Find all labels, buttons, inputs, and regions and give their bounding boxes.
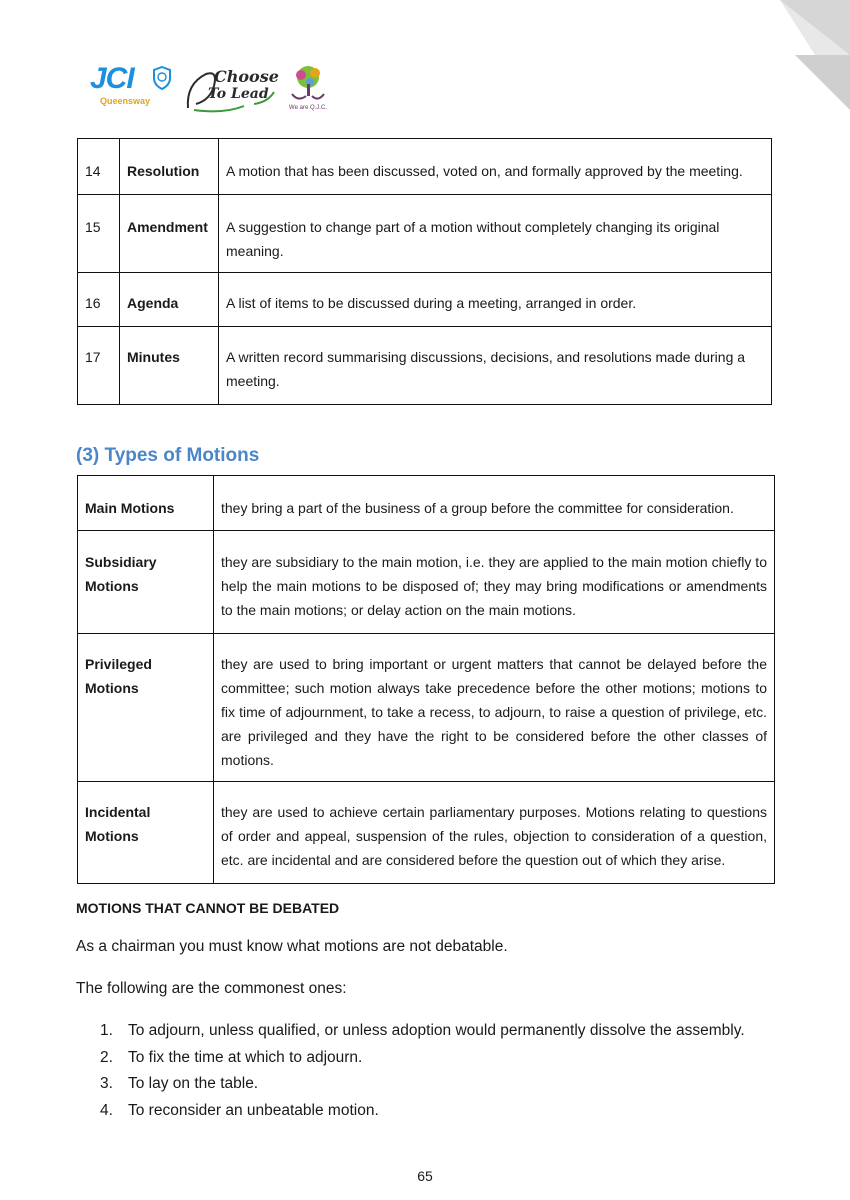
jci-sub-label: Queensway xyxy=(100,96,151,106)
list-item xyxy=(100,1045,780,1072)
list-text: To adjourn, unless qualified, or unless adoption would permanently dissolve the assembly. xyxy=(128,1022,745,1039)
motion-name: Privileged Motions xyxy=(78,634,214,782)
row-number: 17 xyxy=(78,327,120,405)
intro-paragraph: As a chairman you must know what motions are not debatable. xyxy=(76,938,508,955)
non-debatable-list xyxy=(100,1018,780,1124)
definition: A motion that has been discussed, voted on, and formally approved by the meeting. xyxy=(219,139,772,195)
non-debatable-heading: MOTIONS THAT CANNOT BE DEBATED xyxy=(76,900,340,916)
table-row xyxy=(78,139,772,195)
tree-icon xyxy=(286,64,330,104)
list-item xyxy=(100,1098,780,1125)
definition: A written record summarising discussions, decisions, and resolutions made during a meeting. xyxy=(219,327,772,405)
list-number: 1. xyxy=(100,1022,113,1039)
page-corner-decoration xyxy=(740,0,850,110)
term: Amendment xyxy=(120,195,219,273)
list-item xyxy=(100,1018,780,1045)
row-number: 16 xyxy=(78,273,120,327)
list-text: To fix the time at which to adjourn. xyxy=(128,1048,363,1066)
table-row xyxy=(78,327,772,405)
lead-paragraph: The following are the commonest ones: xyxy=(76,980,347,997)
choose-to-lead-logo xyxy=(184,64,279,114)
table-row xyxy=(78,273,772,327)
table-row xyxy=(78,782,775,884)
choose-text: Choose xyxy=(214,67,279,86)
definition: A suggestion to change part of a motion without completely changing its original meaning. xyxy=(219,195,772,273)
list-number: 4. xyxy=(100,1101,113,1119)
motion-types-table xyxy=(77,475,775,884)
term: Agenda xyxy=(120,273,219,327)
table-row xyxy=(78,476,775,531)
qjc-caption: We are Q.J.C. xyxy=(289,105,327,111)
to-lead-text: To Lead xyxy=(208,86,269,102)
term: Minutes xyxy=(120,327,219,405)
motion-description: they bring a part of the business of a group before the committee for consideration. xyxy=(214,476,775,531)
table-row xyxy=(78,634,775,782)
motion-name: Main Motions xyxy=(78,476,214,531)
motion-description: they are used to achieve certain parliamentary purposes. Motions relating to questions of order and appeal, suspension of the rules, objection to consideration of a question, etc. are incidental and are considered before the question out of which they arise. xyxy=(214,782,775,884)
qjc-logo xyxy=(286,64,330,114)
page-number: 65 xyxy=(417,1168,433,1184)
list-number: 3. xyxy=(100,1075,113,1092)
list-text: To lay on the table. xyxy=(128,1075,259,1092)
row-number: 14 xyxy=(78,139,120,195)
jci-logo: JCI xyxy=(90,62,134,95)
motion-name: Incidental Motions xyxy=(78,782,214,884)
motion-description: they are used to bring important or urgent matters that cannot be delayed before the committee; such motion always take precedence before the other motions; motions to fix time of adjournment, to take a recess, to adjourn, to raise a question of privilege, etc. are privileged and they have the right to be considered before the other classes of motions. xyxy=(214,634,775,782)
definition: A list of items to be discussed during a meeting, arranged in order. xyxy=(219,273,772,327)
table-row xyxy=(78,195,772,273)
header-logos xyxy=(90,62,340,114)
jci-shield-icon xyxy=(152,66,172,90)
list-item xyxy=(100,1071,780,1098)
table-row xyxy=(78,531,775,634)
section-title: (3) Types of Motions xyxy=(76,445,260,466)
motion-description: they are subsidiary to the main motion, i.e. they are applied to the main motion chiefly to help the main motions to be disposed of; they may bring modifications or amendments to the main motions; or delay action on the main motions. xyxy=(214,531,775,634)
glossary-table xyxy=(77,138,772,405)
motion-name: Subsidiary Motions xyxy=(78,531,214,634)
term: Resolution xyxy=(120,139,219,195)
list-text: To reconsider an unbeatable motion. xyxy=(128,1101,379,1119)
row-number: 15 xyxy=(78,195,120,273)
list-number: 2. xyxy=(100,1048,113,1066)
